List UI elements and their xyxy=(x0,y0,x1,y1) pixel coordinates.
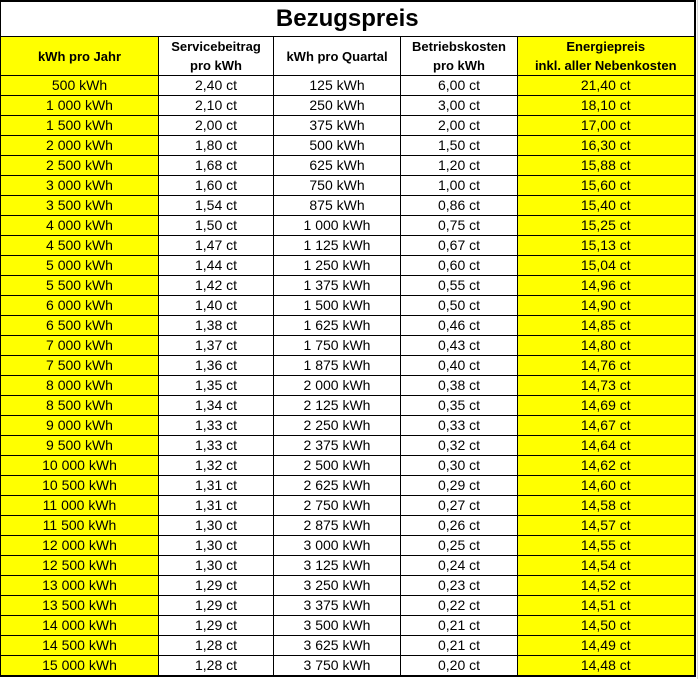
cell-energy-price[interactable]: 16,30 ct xyxy=(518,136,695,156)
table-row xyxy=(1,116,695,136)
cell-kwh-per-year[interactable]: 9 000 kWh xyxy=(1,416,159,436)
cell-operating-cost[interactable]: 0,22 ct xyxy=(401,596,518,616)
cell-kwh-per-year[interactable]: 6 000 kWh xyxy=(1,296,159,316)
cell-kwh-per-year[interactable]: 11 000 kWh xyxy=(1,496,159,516)
table-row xyxy=(1,256,695,276)
cell-kwh-per-quarter[interactable]: 875 kWh xyxy=(274,196,401,216)
cell-kwh-per-year[interactable]: 3 000 kWh xyxy=(1,176,159,196)
cell-operating-cost[interactable]: 0,40 ct xyxy=(401,356,518,376)
cell-kwh-per-year[interactable]: 8 500 kWh xyxy=(1,396,159,416)
cell-service-fee[interactable]: 1,44 ct xyxy=(159,256,274,276)
table-row xyxy=(1,576,695,596)
cell-kwh-per-year[interactable]: 7 500 kWh xyxy=(1,356,159,376)
cell-service-fee[interactable]: 1,80 ct xyxy=(159,136,274,156)
cell-kwh-per-year[interactable]: 10 500 kWh xyxy=(1,476,159,496)
cell-kwh-per-quarter[interactable]: 3 500 kWh xyxy=(274,616,401,636)
cell-energy-price[interactable]: 14,64 ct xyxy=(518,436,695,456)
header-line1: kWh pro Jahr xyxy=(37,48,122,64)
cell-operating-cost[interactable]: 1,00 ct xyxy=(401,176,518,196)
cell-energy-price[interactable]: 14,49 ct xyxy=(518,636,695,656)
cell-service-fee[interactable]: 1,31 ct xyxy=(159,496,274,516)
cell-kwh-per-quarter[interactable]: 3 000 kWh xyxy=(274,536,401,556)
cell-kwh-per-year[interactable]: 3 500 kWh xyxy=(1,196,159,216)
cell-kwh-per-quarter[interactable]: 3 250 kWh xyxy=(274,576,401,596)
cell-service-fee[interactable]: 1,33 ct xyxy=(159,436,274,456)
cell-operating-cost[interactable]: 3,00 ct xyxy=(401,96,518,116)
table-row xyxy=(1,616,695,636)
cell-operating-cost[interactable]: 0,86 ct xyxy=(401,196,518,216)
header-kwh-per-quarter[interactable] xyxy=(274,37,401,76)
cell-energy-price[interactable]: 14,67 ct xyxy=(518,416,695,436)
cell-kwh-per-year[interactable]: 500 kWh xyxy=(1,76,159,96)
cell-kwh-per-year[interactable]: 4 500 kWh xyxy=(1,236,159,256)
cell-kwh-per-quarter[interactable]: 1 750 kWh xyxy=(274,336,401,356)
cell-kwh-per-quarter[interactable]: 2 625 kWh xyxy=(274,476,401,496)
cell-service-fee[interactable]: 1,29 ct xyxy=(159,596,274,616)
cell-operating-cost[interactable]: 1,20 ct xyxy=(401,156,518,176)
table-row xyxy=(1,156,695,176)
cell-energy-price[interactable]: 14,50 ct xyxy=(518,616,695,636)
table-row xyxy=(1,536,695,556)
cell-kwh-per-year[interactable]: 1 000 kWh xyxy=(1,96,159,116)
cell-operating-cost[interactable]: 0,24 ct xyxy=(401,556,518,576)
cell-service-fee[interactable]: 1,42 ct xyxy=(159,276,274,296)
cell-energy-price[interactable]: 18,10 ct xyxy=(518,96,695,116)
cell-operating-cost[interactable]: 0,46 ct xyxy=(401,316,518,336)
cell-kwh-per-quarter[interactable]: 250 kWh xyxy=(274,96,401,116)
cell-kwh-per-year[interactable]: 12 500 kWh xyxy=(1,556,159,576)
table-row xyxy=(1,556,695,576)
cell-energy-price[interactable]: 14,85 ct xyxy=(518,316,695,336)
cell-kwh-per-quarter[interactable]: 2 375 kWh xyxy=(274,436,401,456)
cell-kwh-per-quarter[interactable]: 1 250 kWh xyxy=(274,256,401,276)
header-line2: inkl. aller Nebenkosten xyxy=(534,58,677,73)
cell-kwh-per-quarter[interactable]: 375 kWh xyxy=(274,116,401,136)
cell-energy-price[interactable]: 14,62 ct xyxy=(518,456,695,476)
cell-kwh-per-quarter[interactable]: 2 000 kWh xyxy=(274,376,401,396)
header-row xyxy=(1,37,695,76)
cell-energy-price[interactable]: 14,57 ct xyxy=(518,516,695,536)
header-energy-price[interactable] xyxy=(518,37,695,76)
cell-operating-cost[interactable]: 0,75 ct xyxy=(401,216,518,236)
header-line2: pro kWh xyxy=(433,58,485,73)
table-row xyxy=(1,636,695,656)
table-row xyxy=(1,216,695,236)
cell-service-fee[interactable]: 1,40 ct xyxy=(159,296,274,316)
table-row xyxy=(1,436,695,456)
cell-operating-cost[interactable]: 0,67 ct xyxy=(401,236,518,256)
cell-kwh-per-quarter[interactable]: 1 625 kWh xyxy=(274,316,401,336)
cell-energy-price[interactable]: 14,48 ct xyxy=(518,656,695,677)
table-row xyxy=(1,416,695,436)
cell-kwh-per-quarter[interactable]: 1 000 kWh xyxy=(274,216,401,236)
table-row xyxy=(1,316,695,336)
cell-kwh-per-quarter[interactable]: 3 750 kWh xyxy=(274,656,401,677)
cell-service-fee[interactable]: 2,00 ct xyxy=(159,116,274,136)
cell-kwh-per-quarter[interactable]: 3 375 kWh xyxy=(274,596,401,616)
cell-energy-price[interactable]: 14,90 ct xyxy=(518,296,695,316)
cell-service-fee[interactable]: 1,38 ct xyxy=(159,316,274,336)
cell-energy-price[interactable]: 14,96 ct xyxy=(518,276,695,296)
cell-service-fee[interactable]: 1,68 ct xyxy=(159,156,274,176)
table-row xyxy=(1,356,695,376)
cell-energy-price[interactable]: 14,58 ct xyxy=(518,496,695,516)
table-row xyxy=(1,336,695,356)
header-line1: kWh pro Quartal xyxy=(286,48,388,64)
table-row xyxy=(1,516,695,536)
cell-kwh-per-quarter[interactable]: 500 kWh xyxy=(274,136,401,156)
table-row xyxy=(1,396,695,416)
gridline xyxy=(697,0,698,679)
cell-operating-cost[interactable]: 0,26 ct xyxy=(401,516,518,536)
cell-service-fee[interactable]: 1,30 ct xyxy=(159,516,274,536)
cell-service-fee[interactable]: 1,54 ct xyxy=(159,196,274,216)
cell-energy-price[interactable]: 14,69 ct xyxy=(518,396,695,416)
cell-energy-price[interactable]: 15,88 ct xyxy=(518,156,695,176)
cell-operating-cost[interactable]: 0,33 ct xyxy=(401,416,518,436)
cell-kwh-per-year[interactable]: 8 000 kWh xyxy=(1,376,159,396)
cell-operating-cost[interactable]: 0,21 ct xyxy=(401,636,518,656)
cell-kwh-per-quarter[interactable]: 625 kWh xyxy=(274,156,401,176)
table-row xyxy=(1,96,695,116)
table-row xyxy=(1,176,695,196)
table-row xyxy=(1,76,695,96)
cell-service-fee[interactable]: 1,31 ct xyxy=(159,476,274,496)
cell-operating-cost[interactable]: 0,60 ct xyxy=(401,256,518,276)
cell-operating-cost[interactable]: 0,38 ct xyxy=(401,376,518,396)
cell-service-fee[interactable]: 1,29 ct xyxy=(159,576,274,596)
cell-kwh-per-year[interactable]: 12 000 kWh xyxy=(1,536,159,556)
cell-energy-price[interactable]: 17,00 ct xyxy=(518,116,695,136)
table-row xyxy=(1,136,695,156)
cell-service-fee[interactable]: 1,30 ct xyxy=(159,536,274,556)
cell-kwh-per-quarter[interactable]: 2 500 kWh xyxy=(274,456,401,476)
cell-energy-price[interactable]: 14,52 ct xyxy=(518,576,695,596)
cell-energy-price[interactable]: 14,55 ct xyxy=(518,536,695,556)
cell-kwh-per-year[interactable]: 14 500 kWh xyxy=(1,636,159,656)
cell-energy-price[interactable]: 21,40 ct xyxy=(518,76,695,96)
cell-kwh-per-year[interactable]: 14 000 kWh xyxy=(1,616,159,636)
header-line1: Energiepreis xyxy=(566,39,646,54)
cell-operating-cost[interactable]: 2,00 ct xyxy=(401,116,518,136)
cell-service-fee[interactable]: 1,29 ct xyxy=(159,616,274,636)
cell-kwh-per-quarter[interactable]: 1 125 kWh xyxy=(274,236,401,256)
cell-energy-price[interactable]: 15,04 ct xyxy=(518,256,695,276)
header-line2: pro kWh xyxy=(190,58,242,73)
header-operating-cost[interactable] xyxy=(401,37,518,76)
cell-service-fee[interactable]: 1,28 ct xyxy=(159,636,274,656)
cell-service-fee[interactable]: 1,47 ct xyxy=(159,236,274,256)
cell-energy-price[interactable]: 14,73 ct xyxy=(518,376,695,396)
cell-kwh-per-quarter[interactable]: 1 500 kWh xyxy=(274,296,401,316)
cell-kwh-per-quarter[interactable]: 2 875 kWh xyxy=(274,516,401,536)
cell-operating-cost[interactable]: 0,27 ct xyxy=(401,496,518,516)
cell-energy-price[interactable]: 15,13 ct xyxy=(518,236,695,256)
cell-operating-cost[interactable]: 0,23 ct xyxy=(401,576,518,596)
cell-kwh-per-quarter[interactable]: 2 125 kWh xyxy=(274,396,401,416)
cell-kwh-per-year[interactable]: 13 500 kWh xyxy=(1,596,159,616)
cell-service-fee[interactable]: 2,10 ct xyxy=(159,96,274,116)
table-row xyxy=(1,456,695,476)
header-line1: Betriebskosten xyxy=(412,39,506,54)
table-row xyxy=(1,276,695,296)
header-line1: Servicebeitrag xyxy=(171,39,261,54)
cell-energy-price[interactable]: 15,60 ct xyxy=(518,176,695,196)
cell-energy-price[interactable]: 14,80 ct xyxy=(518,336,695,356)
table-row xyxy=(1,236,695,256)
table-row xyxy=(1,596,695,616)
cell-service-fee[interactable]: 2,40 ct xyxy=(159,76,274,96)
table-row xyxy=(1,376,695,396)
cell-service-fee[interactable]: 1,34 ct xyxy=(159,396,274,416)
cell-kwh-per-quarter[interactable]: 3 625 kWh xyxy=(274,636,401,656)
cell-energy-price[interactable]: 14,76 ct xyxy=(518,356,695,376)
cell-operating-cost[interactable]: 0,20 ct xyxy=(401,656,518,677)
cell-kwh-per-year[interactable]: 10 000 kWh xyxy=(1,456,159,476)
cell-service-fee[interactable]: 1,50 ct xyxy=(159,216,274,236)
table-title[interactable]: Bezugspreis xyxy=(1,1,695,37)
cell-service-fee[interactable]: 1,32 ct xyxy=(159,456,274,476)
cell-kwh-per-year[interactable]: 13 000 kWh xyxy=(1,576,159,596)
cell-kwh-per-year[interactable]: 15 000 kWh xyxy=(1,656,159,677)
cell-kwh-per-quarter[interactable]: 1 375 kWh xyxy=(274,276,401,296)
cell-kwh-per-quarter[interactable]: 2 250 kWh xyxy=(274,416,401,436)
cell-kwh-per-quarter[interactable]: 125 kWh xyxy=(274,76,401,96)
cell-kwh-per-quarter[interactable]: 1 875 kWh xyxy=(274,356,401,376)
cell-kwh-per-quarter[interactable]: 2 750 kWh xyxy=(274,496,401,516)
cell-energy-price[interactable]: 14,51 ct xyxy=(518,596,695,616)
cell-service-fee[interactable]: 1,30 ct xyxy=(159,556,274,576)
cell-kwh-per-year[interactable]: 9 500 kWh xyxy=(1,436,159,456)
cell-service-fee[interactable]: 1,33 ct xyxy=(159,416,274,436)
cell-operating-cost[interactable]: 0,43 ct xyxy=(401,336,518,356)
cell-kwh-per-year[interactable]: 1 500 kWh xyxy=(1,116,159,136)
table-row xyxy=(1,196,695,216)
cell-operating-cost[interactable]: 0,29 ct xyxy=(401,476,518,496)
cell-energy-price[interactable]: 14,54 ct xyxy=(518,556,695,576)
cell-energy-price[interactable]: 15,25 ct xyxy=(518,216,695,236)
cell-kwh-per-quarter[interactable]: 750 kWh xyxy=(274,176,401,196)
cell-kwh-per-year[interactable]: 2 000 kWh xyxy=(1,136,159,156)
cell-kwh-per-year[interactable]: 7 000 kWh xyxy=(1,336,159,356)
cell-service-fee[interactable]: 1,28 ct xyxy=(159,656,274,677)
cell-operating-cost[interactable]: 0,35 ct xyxy=(401,396,518,416)
cell-operating-cost[interactable]: 0,32 ct xyxy=(401,436,518,456)
cell-service-fee[interactable]: 1,35 ct xyxy=(159,376,274,396)
cell-service-fee[interactable]: 1,36 ct xyxy=(159,356,274,376)
cell-service-fee[interactable]: 1,60 ct xyxy=(159,176,274,196)
cell-energy-price[interactable]: 15,40 ct xyxy=(518,196,695,216)
cell-kwh-per-year[interactable]: 11 500 kWh xyxy=(1,516,159,536)
cell-service-fee[interactable]: 1,37 ct xyxy=(159,336,274,356)
cell-kwh-per-year[interactable]: 5 000 kWh xyxy=(1,256,159,276)
table-row xyxy=(1,496,695,516)
cell-operating-cost[interactable]: 0,25 ct xyxy=(401,536,518,556)
header-service-fee[interactable] xyxy=(159,37,274,76)
cell-operating-cost[interactable]: 0,30 ct xyxy=(401,456,518,476)
table-row xyxy=(1,656,695,677)
cell-kwh-per-year[interactable]: 5 500 kWh xyxy=(1,276,159,296)
cell-operating-cost[interactable]: 0,55 ct xyxy=(401,276,518,296)
cell-energy-price[interactable]: 14,60 ct xyxy=(518,476,695,496)
table-row xyxy=(1,476,695,496)
header-kwh-per-year[interactable] xyxy=(1,37,159,76)
cell-operating-cost[interactable]: 0,50 ct xyxy=(401,296,518,316)
table-row xyxy=(1,296,695,316)
cell-kwh-per-year[interactable]: 4 000 kWh xyxy=(1,216,159,236)
cell-operating-cost[interactable]: 1,50 ct xyxy=(401,136,518,156)
cell-kwh-per-year[interactable]: 2 500 kWh xyxy=(1,156,159,176)
cell-operating-cost[interactable]: 6,00 ct xyxy=(401,76,518,96)
cell-operating-cost[interactable]: 0,21 ct xyxy=(401,616,518,636)
cell-kwh-per-quarter[interactable]: 3 125 kWh xyxy=(274,556,401,576)
title-row xyxy=(1,1,695,37)
cell-kwh-per-year[interactable]: 6 500 kWh xyxy=(1,316,159,336)
